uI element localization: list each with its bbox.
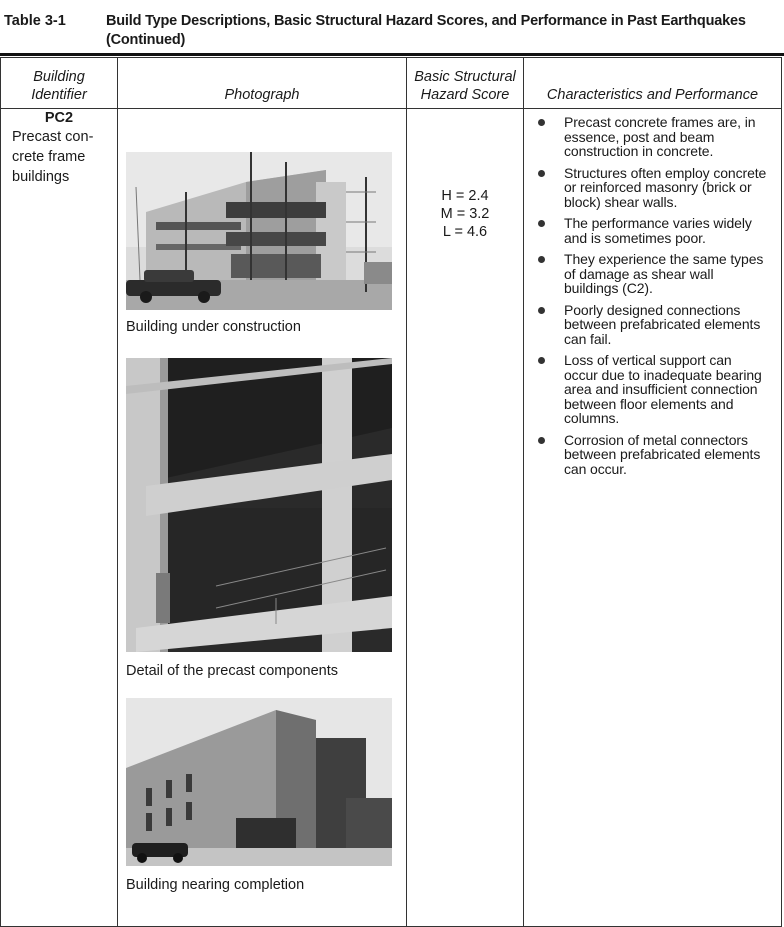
- table-row: [1, 109, 782, 927]
- header-identifier: [1, 58, 118, 109]
- header-photograph: Photograph: [118, 58, 407, 109]
- bullet-icon: [538, 437, 545, 444]
- list-item: [536, 216, 769, 245]
- bullet-icon: [538, 220, 545, 227]
- list-item: [536, 303, 769, 347]
- building-description-line1: Precast con-: [12, 129, 94, 145]
- photo-block-detail: [126, 358, 406, 680]
- list-item: [536, 353, 769, 426]
- photo-building-under-construction: [126, 152, 392, 310]
- header-score: [407, 58, 524, 109]
- bullet-icon: [538, 357, 545, 364]
- list-item: [536, 252, 769, 296]
- table-header-row: [1, 58, 782, 109]
- list-item-text: Loss of vertical support can occur due to inadequate bearing area and insufficient connection between floor elements and columns.: [564, 352, 762, 426]
- table-title-line1: Build Type Descriptions, Basic Structural Hazard Scores, and Performance in Past Earthquakes: [106, 13, 746, 29]
- header-identifier-line1: Building: [33, 69, 85, 85]
- photograph-cell: [118, 109, 407, 927]
- table-label: Table 3-1: [4, 13, 66, 29]
- characteristics-cell: [524, 109, 782, 927]
- hazard-table: [0, 57, 782, 927]
- building-description-line2: crete frame: [12, 149, 86, 165]
- photo-block-construction: [126, 152, 406, 336]
- building-description: [1, 127, 102, 187]
- score-low: L = 4.6: [442, 224, 488, 240]
- photo-caption-detail: Detail of the precast components: [126, 663, 338, 679]
- building-identifier-cell: [1, 109, 118, 927]
- photo-caption-completion: Building nearing completion: [126, 877, 305, 893]
- building-description-line3: buildings: [12, 169, 70, 185]
- table-title-line2: (Continued): [106, 32, 186, 48]
- list-item: [536, 166, 769, 210]
- header-score-line2: Hazard Score: [420, 87, 510, 103]
- bullet-icon: [538, 307, 545, 314]
- list-item: [536, 115, 769, 159]
- list-item-text: They experience the same types of damage as shear wall buildings (C2).: [564, 251, 764, 296]
- hazard-score-cell: [407, 109, 524, 927]
- characteristics-list: [524, 109, 781, 476]
- photo-building-nearing-completion: [126, 698, 392, 866]
- list-item-text: Structures often employ concrete or reinforced masonry (brick or block) shear walls.: [564, 164, 767, 210]
- header-identifier-line2: Identifier: [31, 87, 87, 103]
- table-title: [106, 12, 784, 50]
- list-item-text: Corrosion of metal connectors between prefabricated elements can occur.: [564, 431, 761, 477]
- header-characteristics: Characteristics and Performance: [524, 58, 782, 109]
- photo-caption-construction: Building under construction: [126, 319, 301, 335]
- bullet-icon: [538, 256, 545, 263]
- list-item-text: Precast concrete frames are, in essence, post and beam construction in concrete.: [564, 114, 756, 159]
- list-item-text: The performance varies widely and is sometimes poor.: [564, 215, 752, 246]
- list-item-text: Poorly designed connections between prefabricated elements can fail.: [564, 301, 761, 347]
- bullet-icon: [538, 170, 545, 177]
- list-item: [536, 433, 769, 477]
- top-rule: [0, 53, 784, 56]
- photo-precast-components-detail: [126, 358, 392, 652]
- building-code: PC2: [44, 110, 74, 126]
- photo-block-completion: [126, 698, 406, 894]
- score-moderate: M = 3.2: [440, 206, 490, 222]
- header-score-line1: Basic Structural: [414, 69, 516, 85]
- bullet-icon: [538, 119, 545, 126]
- score-high: H = 2.4: [441, 188, 489, 204]
